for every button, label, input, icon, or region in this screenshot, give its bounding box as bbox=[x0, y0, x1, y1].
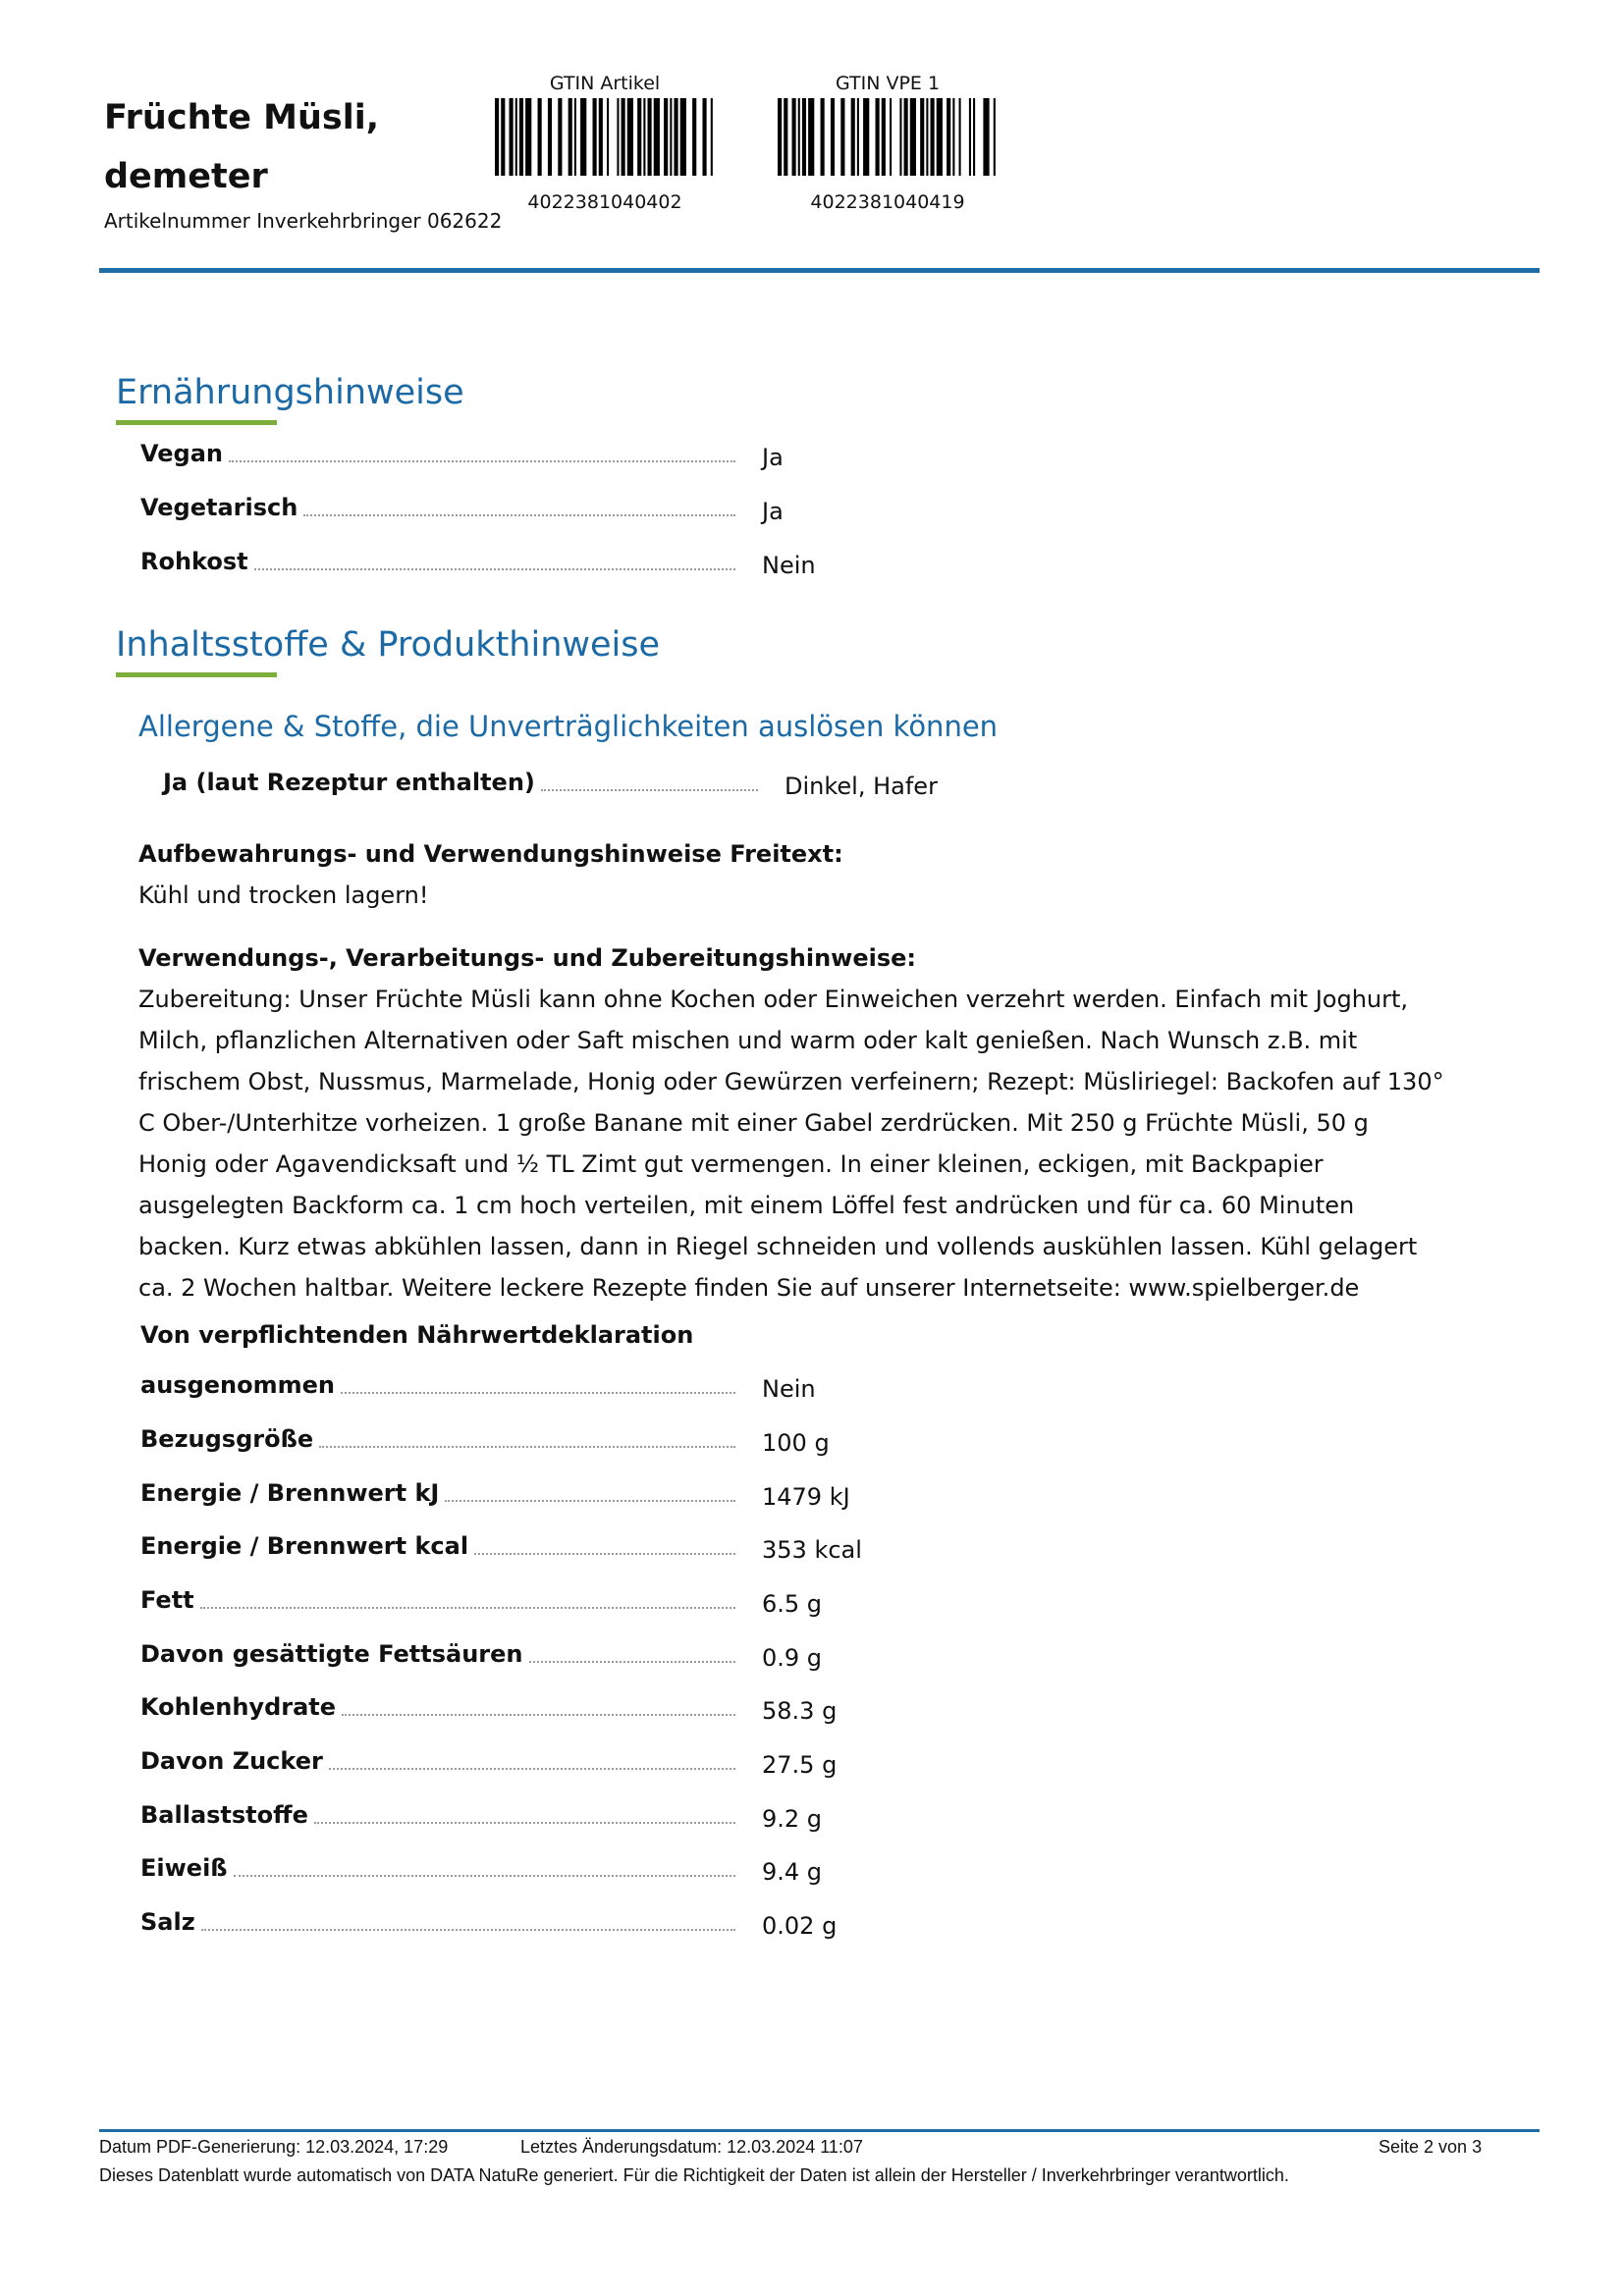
nutrient-row bbox=[140, 1640, 823, 1674]
nutrition-row bbox=[140, 548, 816, 581]
dot-leader bbox=[200, 1607, 735, 1609]
usage-line: frischem Obst, Nussmus, Marmelade, Honig oder Gewürzen verfeinern; Rezept: Müsliriegel: Backofen auf 130° bbox=[138, 1068, 1444, 1095]
nutrient-label: Ballaststoffe bbox=[140, 1801, 308, 1829]
dot-leader bbox=[529, 1661, 736, 1663]
nutrient-row bbox=[140, 1801, 823, 1835]
nutrient-row bbox=[140, 1425, 830, 1459]
dot-leader bbox=[229, 460, 735, 462]
storage-text: Kühl und trocken lagern! bbox=[138, 881, 429, 909]
dot-leader bbox=[314, 1822, 735, 1824]
nutrition-notes-heading: Ernährungshinweise bbox=[116, 373, 464, 412]
ingredients-underline bbox=[116, 672, 277, 677]
nutrient-value: Nein bbox=[762, 1375, 816, 1403]
nutrient-row bbox=[140, 1908, 838, 1942]
nutrient-label: Energie / Brennwert kcal bbox=[140, 1532, 469, 1560]
dot-leader bbox=[541, 789, 758, 791]
ingredients-heading: Inhaltsstoffe & Produkthinweise bbox=[116, 625, 661, 665]
exempt-heading: Von verpflichtenden Nährwertdeklaration bbox=[140, 1321, 694, 1349]
row-value: Ja bbox=[762, 444, 784, 471]
usage-heading: Verwendungs-, Verarbeitungs- und Zubereitungshinweise: bbox=[138, 944, 917, 972]
gtin-article-label: GTIN Artikel bbox=[549, 73, 661, 94]
allergens-label: Ja (laut Rezeptur enthalten) bbox=[163, 769, 535, 796]
usage-line: Honig oder Agavendicksaft und ½ TL Zimt gut vermengen. In einer kleinen, eckigen, mit Backpapier bbox=[138, 1150, 1324, 1178]
dot-leader bbox=[445, 1500, 735, 1502]
usage-line: ca. 2 Wochen haltbar. Weitere leckere Rezepte finden Sie auf unserer Internetseite: www.spielberger.de bbox=[138, 1274, 1360, 1302]
header-divider bbox=[99, 268, 1540, 273]
gtin-vpe-label: GTIN VPE 1 bbox=[835, 73, 941, 94]
article-number: Artikelnummer Inverkehrbringer 062622 bbox=[104, 209, 503, 233]
nutrient-label: Bezugsgröße bbox=[140, 1425, 314, 1453]
usage-line: Zubereitung: Unser Früchte Müsli kann ohne Kochen oder Einweichen verzehrt werden. Einfach mit Joghurt, bbox=[138, 986, 1409, 1013]
page-number: Seite 2 von 3 bbox=[1379, 2137, 1483, 2157]
nutrient-label: ausgenommen bbox=[140, 1371, 335, 1399]
nutrition-notes-underline bbox=[116, 420, 277, 425]
nutrient-value: 9.4 g bbox=[762, 1858, 823, 1886]
usage-line: ausgelegten Backform ca. 1 cm hoch verteilen, mit einem Löffel fest andrücken und für ca. 60 Minuten bbox=[138, 1192, 1355, 1219]
row-value: Ja bbox=[762, 498, 784, 525]
gtin-article-barcode bbox=[493, 98, 719, 176]
nutrient-row bbox=[140, 1693, 838, 1727]
nutrient-label: Davon gesättigte Fettsäuren bbox=[140, 1640, 523, 1668]
nutrient-value: 0.9 g bbox=[762, 1644, 823, 1672]
dot-leader bbox=[341, 1392, 735, 1394]
dot-leader bbox=[201, 1929, 735, 1931]
product-title-line-1: Früchte Müsli, bbox=[104, 98, 380, 137]
footer-disclaimer: Dieses Datenblatt wurde automatisch von DATA NatuRe generiert. Für die Richtigkeit der Daten ist allein der Hersteller / Inverkehrbringer verantwortlich. bbox=[99, 2165, 1289, 2185]
dot-leader bbox=[342, 1714, 735, 1716]
allergens-row bbox=[163, 769, 938, 802]
usage-line: C Ober-/Unterhitze vorheizen. 1 große Banane mit einer Gabel zerdrücken. Mit 250 g Früchte Müsli, 50 g bbox=[138, 1109, 1369, 1137]
nutrition-row bbox=[140, 440, 784, 473]
row-label: Vegan bbox=[140, 440, 223, 467]
dot-leader bbox=[254, 568, 735, 570]
nutrient-value: 0.02 g bbox=[762, 1912, 838, 1940]
nutrient-label: Davon Zucker bbox=[140, 1747, 323, 1775]
nutrient-value: 58.3 g bbox=[762, 1697, 838, 1725]
usage-line: backen. Kurz etwas abkühlen lassen, dann in Riegel schneiden und vollends auskühlen lassen. Kühl gelagert bbox=[138, 1233, 1418, 1260]
nutrient-row bbox=[140, 1479, 850, 1513]
nutrient-label: Kohlenhydrate bbox=[140, 1693, 337, 1721]
nutrient-value: 9.2 g bbox=[762, 1805, 823, 1833]
nutrient-row bbox=[140, 1854, 823, 1888]
dot-leader bbox=[303, 514, 735, 516]
nutrient-value: 27.5 g bbox=[762, 1751, 838, 1779]
row-label: Vegetarisch bbox=[140, 494, 298, 521]
nutrient-row bbox=[140, 1371, 816, 1405]
nutrient-value: 100 g bbox=[762, 1429, 830, 1457]
allergens-value: Dinkel, Hafer bbox=[785, 773, 938, 800]
storage-heading: Aufbewahrungs- und Verwendungshinweise Freitext: bbox=[138, 840, 843, 868]
nutrient-value: 353 kcal bbox=[762, 1536, 862, 1564]
nutrient-row bbox=[140, 1532, 862, 1566]
nutrient-value: 6.5 g bbox=[762, 1590, 823, 1618]
nutrient-value: 1479 kJ bbox=[762, 1483, 850, 1511]
row-value: Nein bbox=[762, 552, 816, 579]
gtin-vpe-number: 4022381040419 bbox=[810, 191, 965, 213]
nutrient-row bbox=[140, 1586, 823, 1620]
pdf-generation-date: Datum PDF-Generierung: 12.03.2024, 17:29 bbox=[99, 2137, 449, 2157]
nutrient-label: Salz bbox=[140, 1908, 195, 1936]
nutrient-label: Energie / Brennwert kJ bbox=[140, 1479, 440, 1507]
dot-leader bbox=[474, 1553, 735, 1555]
allergens-heading: Allergene & Stoffe, die Unverträglichkeiten auslösen können bbox=[138, 710, 999, 743]
gtin-article-number: 4022381040402 bbox=[527, 191, 682, 213]
nutrient-label: Fett bbox=[140, 1586, 194, 1614]
footer-divider bbox=[99, 2129, 1540, 2132]
dot-leader bbox=[319, 1446, 735, 1448]
nutrient-row bbox=[140, 1747, 838, 1781]
usage-line: Milch, pflanzlichen Alternativen oder Saft mischen und warm oder kalt genießen. Nach Wunsch z.B. mit bbox=[138, 1027, 1358, 1054]
dot-leader bbox=[234, 1875, 735, 1877]
product-title-line-2: demeter bbox=[104, 157, 268, 196]
last-change-date: Letztes Änderungsdatum: 12.03.2024 11:07 bbox=[520, 2137, 863, 2157]
nutrient-label: Eiweiß bbox=[140, 1854, 228, 1882]
gtin-vpe-barcode bbox=[776, 98, 1001, 176]
dot-leader bbox=[329, 1768, 735, 1770]
row-label: Rohkost bbox=[140, 548, 248, 575]
nutrition-row bbox=[140, 494, 784, 527]
